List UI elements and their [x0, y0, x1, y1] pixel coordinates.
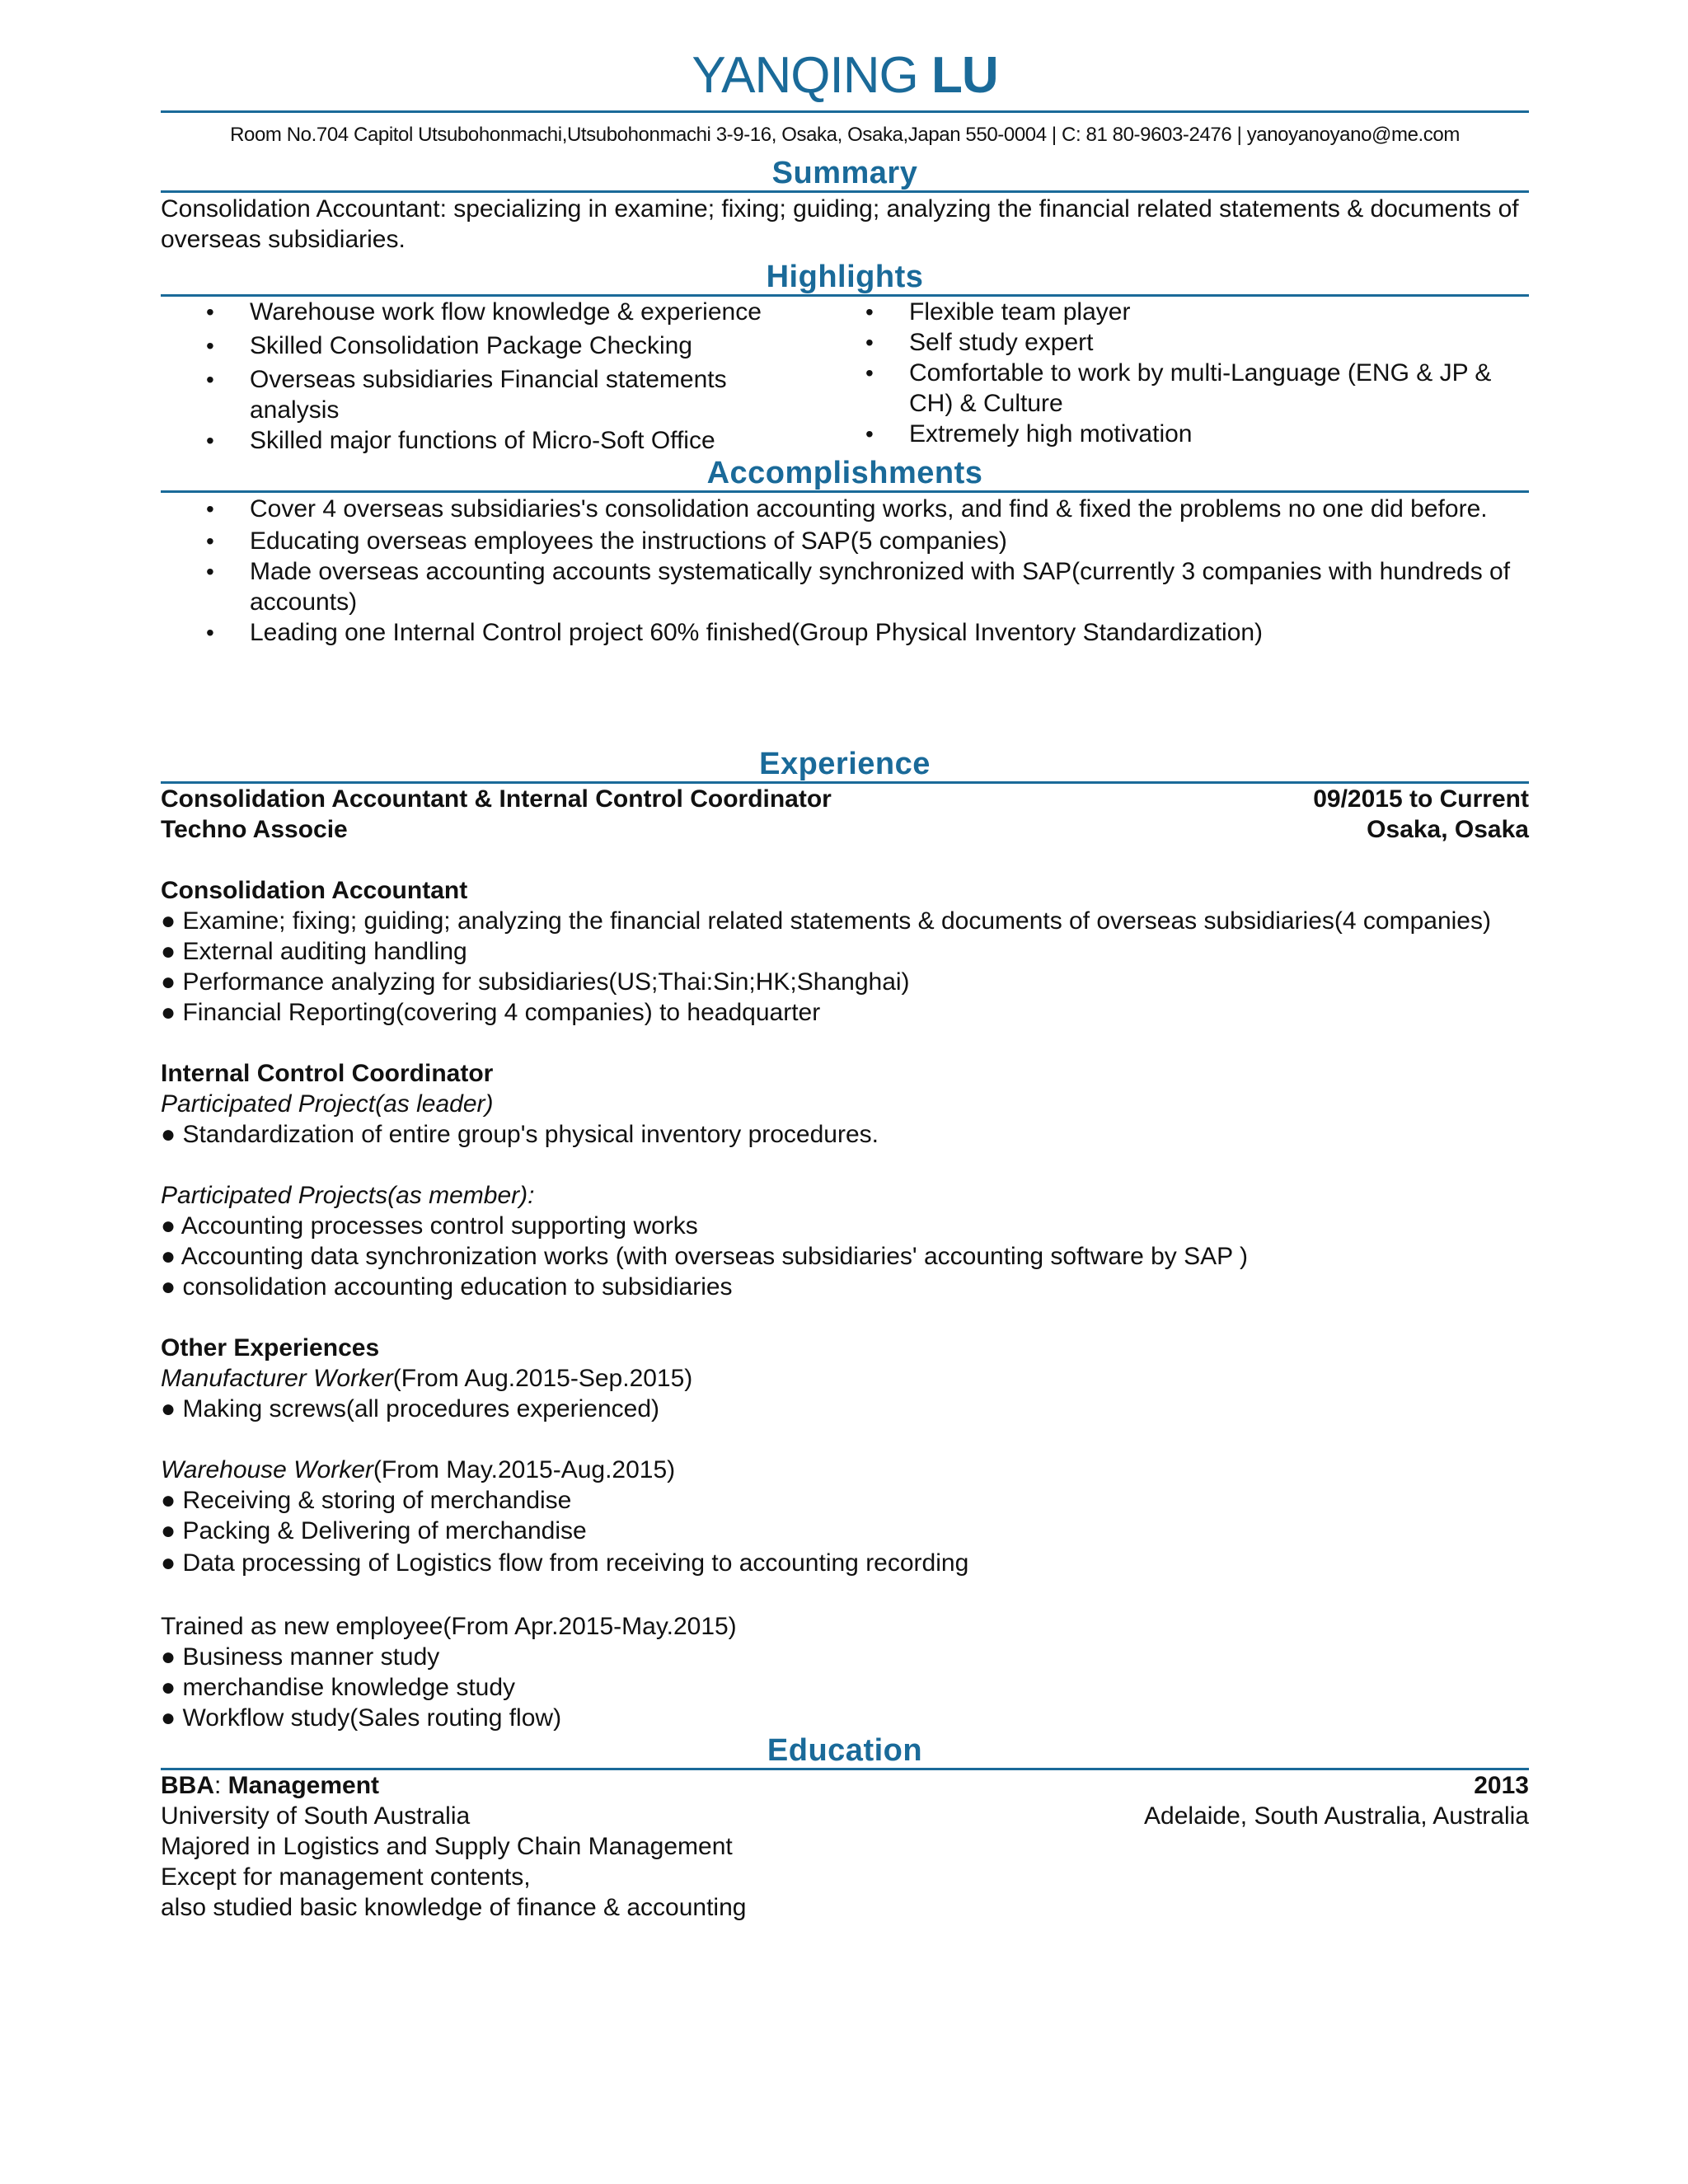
school-location: Adelaide, South Australia, Australia	[1144, 1802, 1529, 1830]
section-title-accomplishments: Accomplishments	[706, 456, 983, 490]
company-name: Techno Associe	[161, 816, 348, 843]
job-company-row	[161, 814, 1529, 845]
accomplishment-item: • Made overseas accounting accounts systematically synchronized with SAP(currently 3 companies with hundreds of accounts)	[161, 556, 1529, 617]
highlight-item: • Skilled Consolidation Package Checking	[161, 330, 845, 361]
manufacturer-role: Manufacturer Worker	[161, 1365, 393, 1392]
education-note: Majored in Logistics and Supply Chain Management	[161, 1833, 733, 1860]
duty-item: ● Workflow study(Sales routing flow)	[161, 1704, 562, 1732]
job-dates: 09/2015 to Current	[1313, 785, 1529, 813]
last-name: LU	[931, 47, 998, 104]
leader-label: Participated Project(as leader)	[161, 1090, 494, 1118]
job-title: Consolidation Accountant & Internal Control Coordinator	[161, 785, 832, 813]
duty-item: ● Receiving & storing of merchandise	[161, 1487, 572, 1514]
candidate-name	[161, 41, 1529, 110]
duty-item: ● External auditing handling	[161, 938, 467, 965]
internal-control-heading: Internal Control Coordinator	[161, 1060, 494, 1087]
degree-field: Management	[227, 1772, 380, 1799]
manufacturer-role-line	[161, 1363, 1529, 1394]
highlight-item: • Extremely high motivation	[845, 419, 1529, 449]
accomplishment-item: • Educating overseas employees the instructions of SAP(5 companies)	[161, 526, 1529, 556]
accomplishments-list	[161, 493, 1529, 648]
degree: BBA	[161, 1772, 214, 1799]
highlights-list	[161, 297, 1529, 456]
trained-label: Trained as new employee(From Apr.2015-May.2015)	[161, 1613, 737, 1640]
duty-item: ● Performance analyzing for subsidiaries(US;Thai:Sin;HK;Shanghai)	[161, 968, 910, 996]
first-name: YANQING	[692, 47, 918, 104]
other-experiences-heading: Other Experiences	[161, 1334, 380, 1361]
duty-item: ● Packing & Delivering of merchandise	[161, 1517, 587, 1544]
duty-item: ● Financial Reporting(covering 4 companies) to headquarter	[161, 999, 821, 1026]
duty-item: ● Accounting data synchronization works (with overseas subsidiaries' accounting software by SAP )	[161, 1243, 1248, 1270]
school-name: University of South Australia	[161, 1802, 471, 1830]
section-title-education: Education	[767, 1733, 923, 1768]
warehouse-role: Warehouse Worker	[161, 1456, 373, 1483]
highlight-item: • Comfortable to work by multi-Language (ENG & JP & CH) & Culture	[845, 358, 1529, 419]
consolidation-heading: Consolidation Accountant	[161, 877, 468, 904]
section-title-experience: Experience	[759, 747, 931, 781]
job-location: Osaka, Osaka	[1367, 816, 1529, 843]
duty-item: ● Making screws(all procedures experienced)	[161, 1395, 660, 1422]
job-header	[161, 784, 1529, 814]
member-label: Participated Projects(as member):	[161, 1182, 535, 1209]
degree-row	[161, 1770, 1529, 1801]
highlight-item: • Overseas subsidiaries Financial statements analysis	[161, 364, 845, 425]
section-title-summary: Summary	[771, 156, 918, 190]
highlight-item: • Skilled major functions of Micro-Soft Office	[161, 425, 845, 456]
highlight-item: • Flexible team player	[845, 297, 1529, 327]
resume-page	[161, 0, 1529, 1923]
highlights-left-column	[161, 297, 845, 456]
highlights-right-column	[845, 297, 1529, 456]
education-note: also studied basic knowledge of finance & accounting	[161, 1894, 747, 1921]
highlight-item: • Warehouse work flow knowledge & experience	[161, 297, 845, 327]
graduation-year: 2013	[1474, 1772, 1529, 1799]
duty-item: ● Data processing of Logistics flow from receiving to accounting recording	[161, 1549, 969, 1577]
duty-item: ● Accounting processes control supporting works	[161, 1212, 698, 1240]
education-note: Except for management contents,	[161, 1863, 531, 1891]
section-title-highlights: Highlights	[766, 260, 924, 294]
duty-item: ● consolidation accounting education to subsidiaries	[161, 1273, 733, 1301]
degree-line: BBA: Management	[161, 1772, 380, 1799]
duty-item: ● merchandise knowledge study	[161, 1674, 516, 1701]
accomplishment-item: • Leading one Internal Control project 60% finished(Group Physical Inventory Standardization)	[161, 617, 1529, 648]
manufacturer-period: (From Aug.2015-Sep.2015)	[392, 1365, 693, 1392]
summary-text: Consolidation Accountant: specializing in examine; fixing; guiding; analyzing the financial related statements & documents of overseas subsidiaries.	[161, 195, 1519, 253]
highlight-item: • Self study expert	[845, 327, 1529, 358]
duty-item: ● Examine; fixing; guiding; analyzing the financial related statements & documents of overseas subsidiaries(4 companies)	[161, 907, 1491, 935]
accomplishment-item: • Cover 4 overseas subsidiaries's consolidation accounting works, and find & fixed the problems no one did before.	[161, 493, 1529, 526]
school-row	[161, 1801, 1529, 1831]
duty-item: ● Business manner study	[161, 1643, 440, 1671]
contact-line: Room No.704 Capitol Utsubohonmachi,Utsubohonmachi 3-9-16, Osaka, Osaka,Japan 550-0004 | C: 81 80-9603-2476 | yanoyanoyano@me.com	[230, 124, 1460, 146]
warehouse-period: (From May.2015-Aug.2015)	[373, 1456, 676, 1483]
warehouse-role-line	[161, 1455, 1529, 1485]
duty-item: ● Standardization of entire group's physical inventory procedures.	[161, 1121, 879, 1148]
